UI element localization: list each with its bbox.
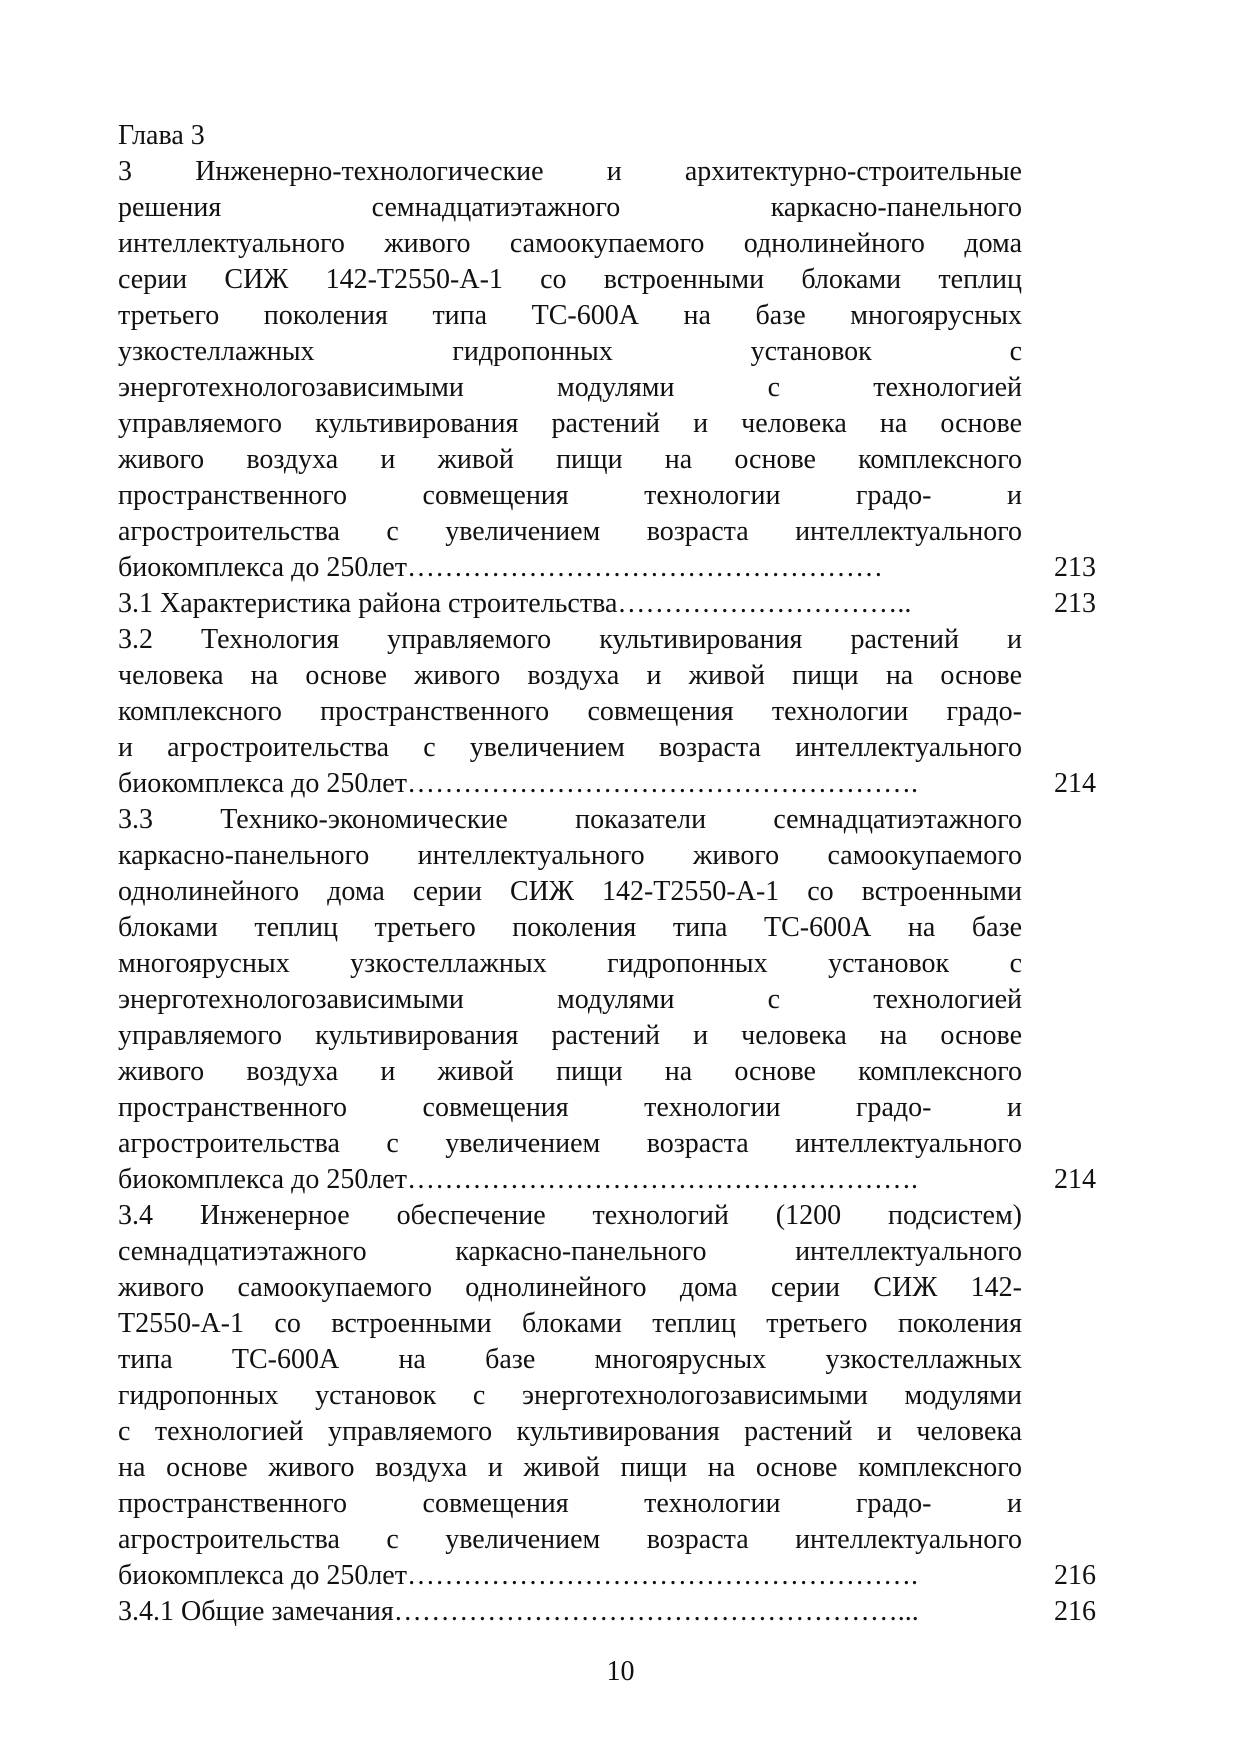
toc-line: с технологией управляемого культивирования растений и человека (118, 1416, 1022, 1447)
page-number-footer: 10 (606, 1656, 635, 1687)
toc-line: комплексного пространственного совмещения технологии градо- (118, 696, 1022, 727)
toc-line: 3.1 Характеристика района строительства………………………….. (118, 588, 912, 619)
toc-line: биокомплекса до 250лет………………………………………………. (118, 1560, 918, 1591)
toc-line: узкостеллажных гидропонных установок с (118, 336, 1022, 367)
table-of-contents (118, 118, 1096, 1630)
toc-line: агростроительства с увеличением возраста интеллектуального (118, 1524, 1022, 1555)
toc-entry-3-1 (118, 586, 1096, 622)
toc-line: третьего поколения типа ТС-600А на базе многоярусных (118, 300, 1022, 331)
toc-line: управляемого культивирования растений и человека на основе (118, 408, 1022, 439)
toc-entry-3-4-1 (118, 1594, 1096, 1630)
toc-line: многоярусных узкостеллажных гидропонных установок с (118, 948, 1022, 979)
toc-line: биокомплекса до 250лет………………………………………………. (118, 768, 918, 799)
toc-entry-3-4 (118, 1198, 1096, 1594)
toc-page-number: 216 (1054, 1596, 1096, 1627)
toc-line: семнадцатиэтажного каркасно-панельного интеллектуального (118, 1236, 1022, 1267)
toc-line: серии СИЖ 142-Т2550-А-1 со встроенными блоками теплиц (118, 264, 1022, 295)
toc-line: энерготехнологозависимыми модулями с технологией (118, 372, 1022, 403)
toc-line: агростроительства с увеличением возраста интеллектуального (118, 1128, 1022, 1159)
toc-page-number: 216 (1054, 1560, 1096, 1591)
toc-line: агростроительства с увеличением возраста интеллектуального (118, 516, 1022, 547)
toc-page-number: 213 (1054, 588, 1096, 619)
toc-line: пространственного совмещения технологии градо- и (118, 1488, 1022, 1519)
toc-line: 3.4 Инженерное обеспечение технологий (1200 подсистем) (118, 1200, 1022, 1231)
toc-line: блоками теплиц третьего поколения типа ТС-600А на базе (118, 912, 1022, 943)
toc-line: однолинейного дома серии СИЖ 142-Т2550-А-1 со встроенными (118, 876, 1022, 907)
toc-line: и агростроительства с увеличением возраста интеллектуального (118, 732, 1022, 763)
chapter-heading: Глава 3 (118, 120, 205, 151)
toc-line: управляемого культивирования растений и человека на основе (118, 1020, 1022, 1051)
toc-line: человека на основе живого воздуха и живой пищи на основе (118, 660, 1022, 691)
toc-line: 3.2 Технология управляемого культивирования растений и (118, 624, 1022, 655)
toc-page-number: 214 (1054, 768, 1096, 799)
toc-line: биокомплекса до 250лет………………………………………………. (118, 1164, 918, 1195)
toc-line: 3 Инженерно-технологические и архитектурно-строительные (118, 156, 1022, 187)
toc-line: живого воздуха и живой пищи на основе комплексного (118, 1056, 1022, 1087)
toc-line: 3.4.1 Общие замечания………………………………………………... (118, 1596, 919, 1627)
toc-line: живого воздуха и живой пищи на основе комплексного (118, 444, 1022, 475)
toc-page-number: 213 (1054, 552, 1096, 583)
toc-line: биокомплекса до 250лет…………………………………………… (118, 552, 883, 583)
toc-line: на основе живого воздуха и живой пищи на основе комплексного (118, 1452, 1022, 1483)
toc-line: 3.3 Технико-экономические показатели семнадцатиэтажного (118, 804, 1022, 835)
toc-page-number: 214 (1054, 1164, 1096, 1195)
toc-line: типа ТС-600А на базе многоярусных узкостеллажных (118, 1344, 1022, 1375)
toc-line: гидропонных установок с энерготехнологозависимыми модулями (118, 1380, 1022, 1411)
toc-line: пространственного совмещения технологии градо- и (118, 480, 1022, 511)
toc-line: живого самоокупаемого однолинейного дома серии СИЖ 142- (118, 1272, 1022, 1303)
toc-entry-3-2 (118, 622, 1096, 802)
toc-line: пространственного совмещения технологии градо- и (118, 1092, 1022, 1123)
toc-entry-3-3 (118, 802, 1096, 1198)
toc-entry-3 (118, 154, 1096, 586)
toc-line: энерготехнологозависимыми модулями с технологией (118, 984, 1022, 1015)
toc-line: каркасно-панельного интеллектуального живого самоокупаемого (118, 840, 1022, 871)
toc-line: решения семнадцатиэтажного каркасно-панельного (118, 192, 1022, 223)
toc-line: интеллектуального живого самоокупаемого однолинейного дома (118, 228, 1022, 259)
toc-line: Т2550-А-1 со встроенными блоками теплиц третьего поколения (118, 1308, 1022, 1339)
